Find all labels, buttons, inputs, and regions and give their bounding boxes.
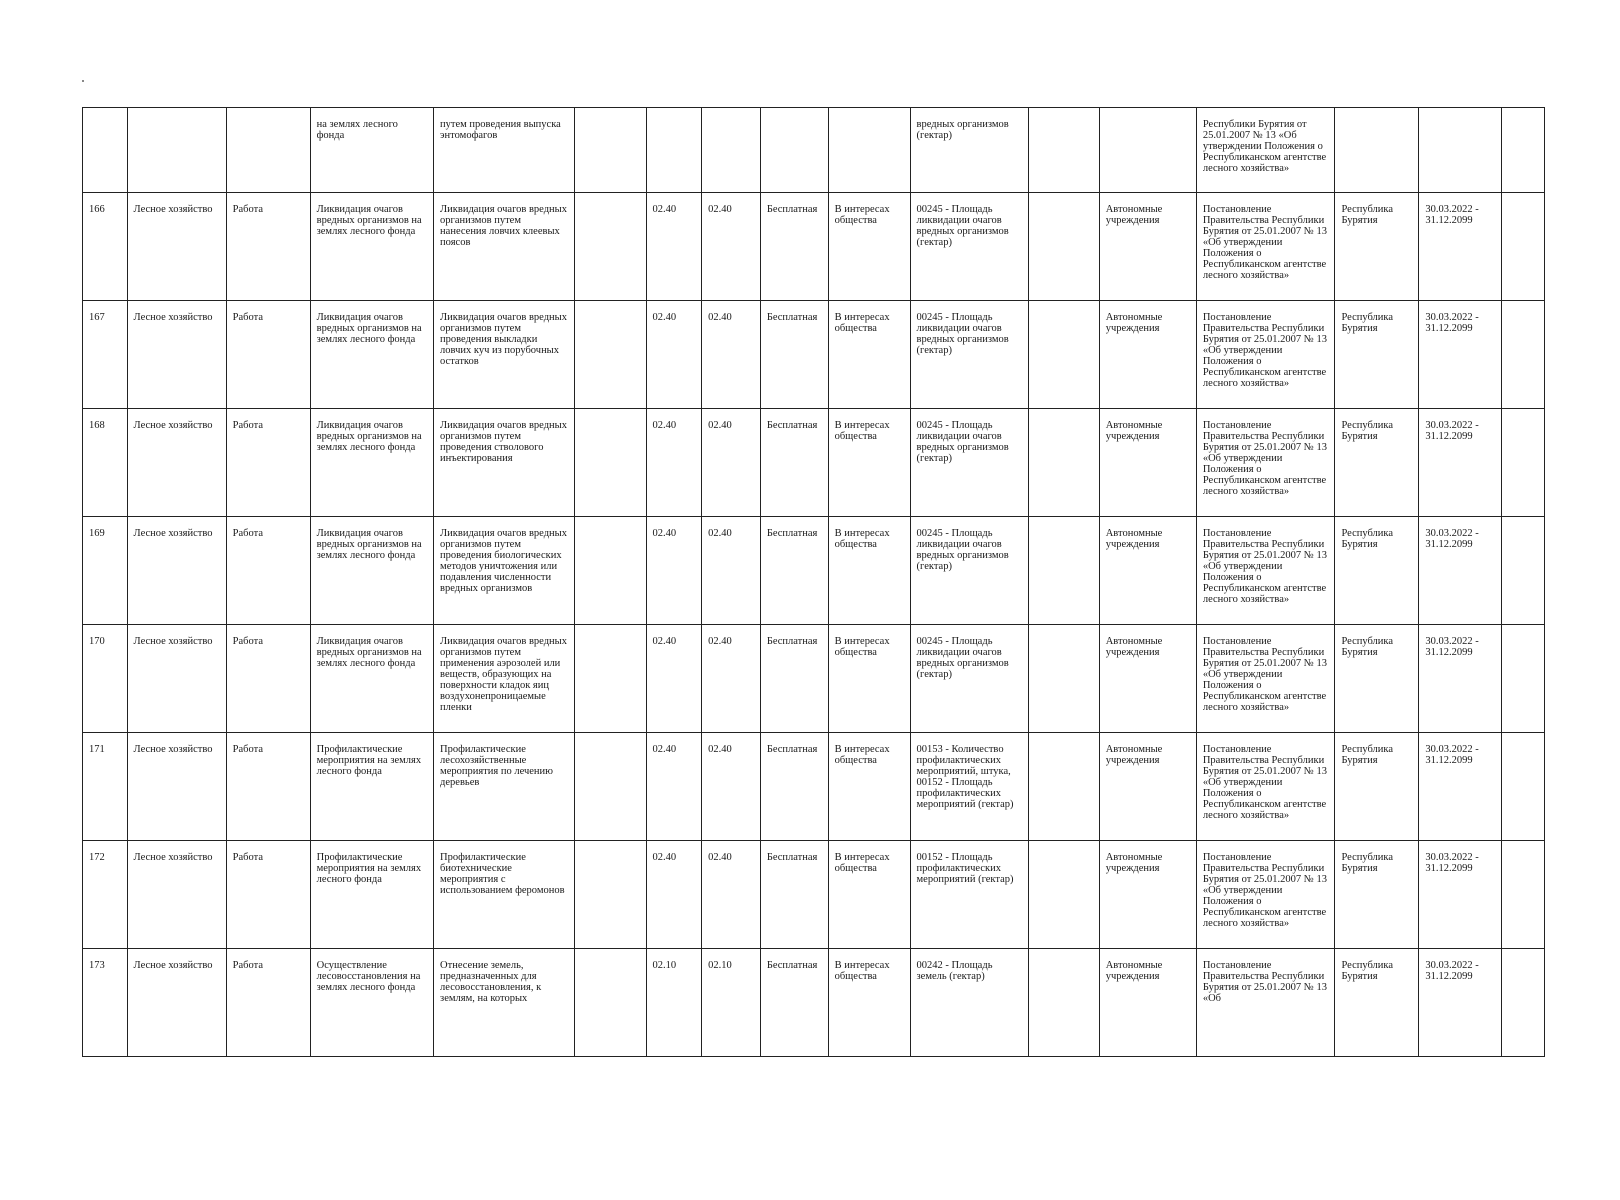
code-cell: 02.10	[646, 949, 702, 1057]
region-cell: Республика Бурятия	[1335, 949, 1419, 1057]
payment-cell: Бесплатная	[760, 517, 828, 625]
legal-basis-cell: Постановление Правительства Республики Бурятия от 25.01.2007 № 13 «Об утверждении Положения о Республиканском агентстве лесного хозяйства»	[1196, 409, 1335, 517]
blank-cell	[574, 108, 646, 193]
type-cell: Работа	[226, 949, 310, 1057]
sector-cell: Лесное хозяйство	[127, 733, 226, 841]
type-cell	[226, 108, 310, 193]
content-cell: Профилактические лесохозяйственные мероприятия по лечению деревьев	[434, 733, 575, 841]
period-cell: 30.03.2022 - 31.12.2099	[1419, 517, 1502, 625]
blank-cell	[574, 949, 646, 1057]
row-number: 171	[83, 733, 128, 841]
indicator-cell: 00242 - Площадь земель (гектар)	[910, 949, 1028, 1057]
interest-cell: В интересах общества	[828, 841, 910, 949]
blank-cell	[574, 517, 646, 625]
code-cell: 02.40	[646, 733, 702, 841]
content-cell: Отнесение земель, предназначенных для лесовосстановления, к землям, на которых	[434, 949, 575, 1057]
type-cell: Работа	[226, 517, 310, 625]
sector-cell: Лесное хозяйство	[127, 949, 226, 1057]
extra-cell	[1502, 301, 1545, 409]
type-cell: Работа	[226, 733, 310, 841]
row-number: 169	[83, 517, 128, 625]
sector-cell	[127, 108, 226, 193]
institution-cell: Автономные учреждения	[1099, 625, 1196, 733]
table-row	[83, 625, 1545, 733]
table-row	[83, 108, 1545, 193]
content-cell: Ликвидация очагов вредных организмов путем проведения выкладки ловчих куч из порубочных остатков	[434, 301, 575, 409]
blank-cell	[574, 841, 646, 949]
row-number: 173	[83, 949, 128, 1057]
code-cell-2: 02.40	[702, 409, 761, 517]
institution-cell: Автономные учреждения	[1099, 949, 1196, 1057]
legal-basis-cell: Республики Бурятия от 25.01.2007 № 13 «Об утверждении Положения о Республиканском агентстве лесного хозяйства»	[1196, 108, 1335, 193]
period-cell: 30.03.2022 - 31.12.2099	[1419, 733, 1502, 841]
legal-basis-cell: Постановление Правительства Республики Бурятия от 25.01.2007 № 13 «Об утверждении Положения о Республиканском агентстве лесного хозяйства»	[1196, 733, 1335, 841]
extra-cell	[1502, 949, 1545, 1057]
sector-cell: Лесное хозяйство	[127, 625, 226, 733]
table-row	[83, 949, 1545, 1057]
type-cell: Работа	[226, 301, 310, 409]
indicator-cell: 00245 - Площадь ликвидации очагов вредных организмов (гектар)	[910, 193, 1028, 301]
legal-basis-cell: Постановление Правительства Республики Бурятия от 25.01.2007 № 13 «Об утверждении Положения о Республиканском агентстве лесного хозяйства»	[1196, 841, 1335, 949]
region-cell: Республика Бурятия	[1335, 193, 1419, 301]
service-name-cell: Ликвидация очагов вредных организмов на землях лесного фонда	[310, 301, 433, 409]
registry-table	[82, 107, 1545, 1057]
content-cell: Ликвидация очагов вредных организмов путем проведения стволового инъектирования	[434, 409, 575, 517]
blank-cell-2	[1028, 409, 1099, 517]
institution-cell: Автономные учреждения	[1099, 409, 1196, 517]
scan-speck	[82, 80, 84, 82]
indicator-cell: 00245 - Площадь ликвидации очагов вредных организмов (гектар)	[910, 625, 1028, 733]
extra-cell	[1502, 625, 1545, 733]
service-name-cell: Ликвидация очагов вредных организмов на землях лесного фонда	[310, 517, 433, 625]
institution-cell: Автономные учреждения	[1099, 301, 1196, 409]
code-cell: 02.40	[646, 517, 702, 625]
legal-basis-cell: Постановление Правительства Республики Бурятия от 25.01.2007 № 13 «Об утверждении Положения о Республиканском агентстве лесного хозяйства»	[1196, 517, 1335, 625]
region-cell: Республика Бурятия	[1335, 733, 1419, 841]
blank-cell-2	[1028, 517, 1099, 625]
blank-cell-2	[1028, 949, 1099, 1057]
legal-basis-cell: Постановление Правительства Республики Бурятия от 25.01.2007 № 13 «Об утверждении Положения о Республиканском агентстве лесного хозяйства»	[1196, 193, 1335, 301]
code-cell: 02.40	[646, 841, 702, 949]
service-name-cell: Профилактические мероприятия на землях лесного фонда	[310, 733, 433, 841]
interest-cell: В интересах общества	[828, 733, 910, 841]
table-row	[83, 409, 1545, 517]
period-cell: 30.03.2022 - 31.12.2099	[1419, 949, 1502, 1057]
service-name-cell: на землях лесного фонда	[310, 108, 433, 193]
code-cell-2: 02.10	[702, 949, 761, 1057]
region-cell: Республика Бурятия	[1335, 625, 1419, 733]
blank-cell	[574, 301, 646, 409]
type-cell: Работа	[226, 841, 310, 949]
extra-cell	[1502, 841, 1545, 949]
code-cell: 02.40	[646, 301, 702, 409]
code-cell-2: 02.40	[702, 517, 761, 625]
blank-cell-2	[1028, 625, 1099, 733]
payment-cell: Бесплатная	[760, 301, 828, 409]
service-name-cell: Профилактические мероприятия на землях лесного фонда	[310, 841, 433, 949]
sector-cell: Лесное хозяйство	[127, 193, 226, 301]
code-cell: 02.40	[646, 193, 702, 301]
content-cell: Профилактические биотехнические мероприятия с использованием феромонов	[434, 841, 575, 949]
code-cell-2: 02.40	[702, 625, 761, 733]
code-cell-2: 02.40	[702, 733, 761, 841]
blank-cell-2	[1028, 841, 1099, 949]
interest-cell: В интересах общества	[828, 409, 910, 517]
region-cell	[1335, 108, 1419, 193]
sector-cell: Лесное хозяйство	[127, 409, 226, 517]
indicator-cell: 00245 - Площадь ликвидации очагов вредных организмов (гектар)	[910, 517, 1028, 625]
period-cell: 30.03.2022 - 31.12.2099	[1419, 625, 1502, 733]
payment-cell: Бесплатная	[760, 949, 828, 1057]
interest-cell: В интересах общества	[828, 517, 910, 625]
code-cell-2: 02.40	[702, 193, 761, 301]
row-number: 166	[83, 193, 128, 301]
region-cell: Республика Бурятия	[1335, 301, 1419, 409]
service-name-cell: Ликвидация очагов вредных организмов на землях лесного фонда	[310, 409, 433, 517]
type-cell: Работа	[226, 193, 310, 301]
service-name-cell: Ликвидация очагов вредных организмов на землях лесного фонда	[310, 625, 433, 733]
indicator-cell: 00153 - Количество профилактических мероприятий, штука, 00152 - Площадь профилактических мероприятий (гектар)	[910, 733, 1028, 841]
period-cell: 30.03.2022 - 31.12.2099	[1419, 841, 1502, 949]
blank-cell	[574, 733, 646, 841]
blank-cell-2	[1028, 108, 1099, 193]
sector-cell: Лесное хозяйство	[127, 301, 226, 409]
code-cell-2: 02.40	[702, 301, 761, 409]
payment-cell: Бесплатная	[760, 733, 828, 841]
sector-cell: Лесное хозяйство	[127, 517, 226, 625]
blank-cell-2	[1028, 193, 1099, 301]
institution-cell: Автономные учреждения	[1099, 841, 1196, 949]
legal-basis-cell: Постановление Правительства Республики Бурятия от 25.01.2007 № 13 «Об утверждении Положения о Республиканском агентстве лесного хозяйства»	[1196, 301, 1335, 409]
table-row	[83, 733, 1545, 841]
row-number: 167	[83, 301, 128, 409]
table-body	[83, 108, 1545, 1057]
institution-cell: Автономные учреждения	[1099, 193, 1196, 301]
interest-cell	[828, 108, 910, 193]
indicator-cell: вредных организмов (гектар)	[910, 108, 1028, 193]
indicator-cell: 00245 - Площадь ликвидации очагов вредных организмов (гектар)	[910, 301, 1028, 409]
table-row	[83, 517, 1545, 625]
service-name-cell: Ликвидация очагов вредных организмов на землях лесного фонда	[310, 193, 433, 301]
code-cell	[646, 108, 702, 193]
payment-cell: Бесплатная	[760, 193, 828, 301]
extra-cell	[1502, 108, 1545, 193]
blank-cell	[574, 625, 646, 733]
indicator-cell: 00152 - Площадь профилактических мероприятий (гектар)	[910, 841, 1028, 949]
content-cell: Ликвидация очагов вредных организмов путем проведения биологических методов уничтожения или подавления численности вредных организмов	[434, 517, 575, 625]
table-row	[83, 301, 1545, 409]
extra-cell	[1502, 409, 1545, 517]
institution-cell: Автономные учреждения	[1099, 733, 1196, 841]
legal-basis-cell: Постановление Правительства Республики Бурятия от 25.01.2007 № 13 «Об утверждении Положения о Республиканском агентстве лесного хозяйства»	[1196, 625, 1335, 733]
period-cell: 30.03.2022 - 31.12.2099	[1419, 409, 1502, 517]
interest-cell: В интересах общества	[828, 625, 910, 733]
payment-cell: Бесплатная	[760, 409, 828, 517]
extra-cell	[1502, 193, 1545, 301]
type-cell: Работа	[226, 625, 310, 733]
code-cell: 02.40	[646, 409, 702, 517]
blank-cell-2	[1028, 301, 1099, 409]
extra-cell	[1502, 517, 1545, 625]
content-cell: путем проведения выпуска энтомофагов	[434, 108, 575, 193]
blank-cell-2	[1028, 733, 1099, 841]
payment-cell	[760, 108, 828, 193]
institution-cell: Автономные учреждения	[1099, 517, 1196, 625]
institution-cell	[1099, 108, 1196, 193]
table-row	[83, 193, 1545, 301]
indicator-cell: 00245 - Площадь ликвидации очагов вредных организмов (гектар)	[910, 409, 1028, 517]
payment-cell: Бесплатная	[760, 625, 828, 733]
code-cell: 02.40	[646, 625, 702, 733]
row-number: 172	[83, 841, 128, 949]
service-name-cell: Осуществление лесовосстановления на землях лесного фонда	[310, 949, 433, 1057]
region-cell: Республика Бурятия	[1335, 517, 1419, 625]
legal-basis-cell: Постановление Правительства Республики Бурятия от 25.01.2007 № 13 «Об	[1196, 949, 1335, 1057]
code-cell-2	[702, 108, 761, 193]
content-cell: Ликвидация очагов вредных организмов путем применения аэрозолей или веществ, образующих на поверхности кладок яиц воздухонепроницаемые пленки	[434, 625, 575, 733]
blank-cell	[574, 193, 646, 301]
period-cell	[1419, 108, 1502, 193]
interest-cell: В интересах общества	[828, 949, 910, 1057]
blank-cell	[574, 409, 646, 517]
code-cell-2: 02.40	[702, 841, 761, 949]
period-cell: 30.03.2022 - 31.12.2099	[1419, 301, 1502, 409]
interest-cell: В интересах общества	[828, 193, 910, 301]
row-number: 168	[83, 409, 128, 517]
interest-cell: В интересах общества	[828, 301, 910, 409]
period-cell: 30.03.2022 - 31.12.2099	[1419, 193, 1502, 301]
region-cell: Республика Бурятия	[1335, 841, 1419, 949]
table-row	[83, 841, 1545, 949]
payment-cell: Бесплатная	[760, 841, 828, 949]
row-number	[83, 108, 128, 193]
type-cell: Работа	[226, 409, 310, 517]
region-cell: Республика Бурятия	[1335, 409, 1419, 517]
extra-cell	[1502, 733, 1545, 841]
row-number: 170	[83, 625, 128, 733]
content-cell: Ликвидация очагов вредных организмов путем нанесения ловчих клеевых поясов	[434, 193, 575, 301]
sector-cell: Лесное хозяйство	[127, 841, 226, 949]
